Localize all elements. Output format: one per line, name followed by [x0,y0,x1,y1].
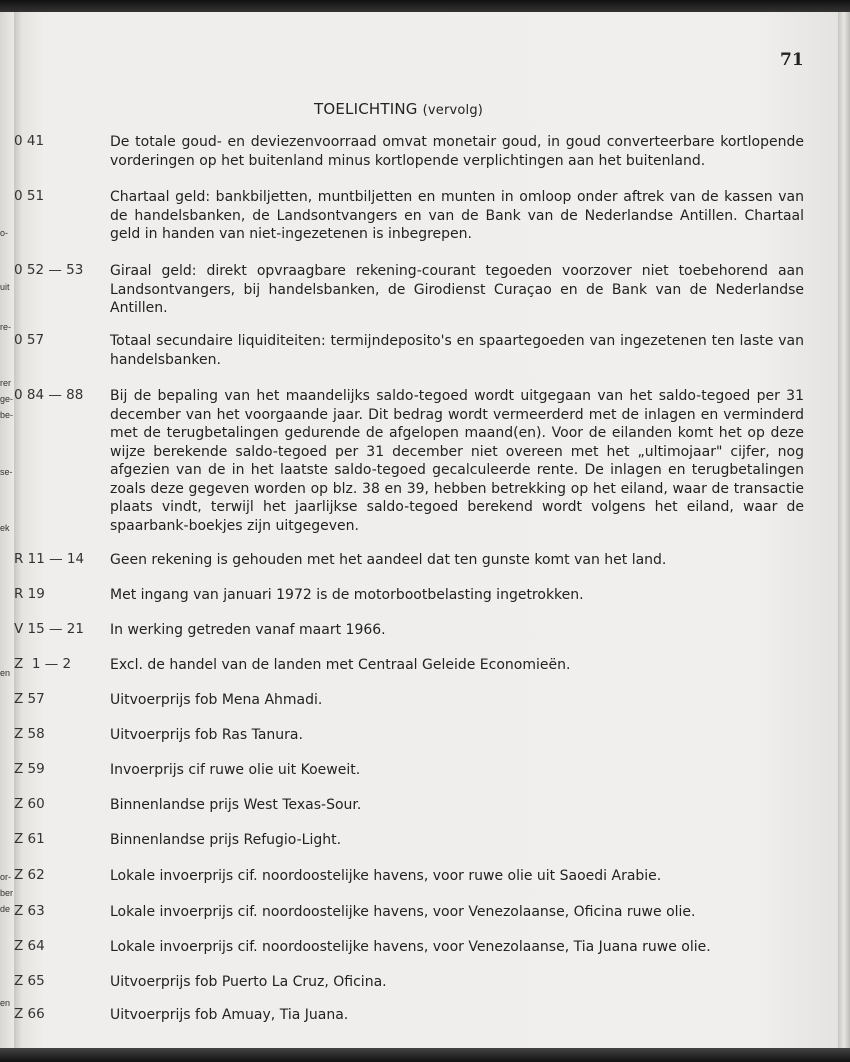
margin-fragment: se- [0,467,13,477]
entry-code: Z 57 [14,691,45,707]
entry-code: 0 52 — 53 [14,262,84,278]
entry-text: Uitvoerprijs fob Amuay, Tia Juana. [110,1007,349,1023]
entry-code: Z 65 [14,973,45,989]
margin-fragment: de [0,904,11,914]
margin-fragment: be- [0,410,14,420]
margin-fragment: ge- [0,394,14,404]
entry-text: Uitvoerprijs fob Mena Ahmadi. [110,692,323,708]
margin-fragment: ber [0,888,14,898]
entry-code: Z 59 [14,761,45,777]
entry-text: Met ingang van januari 1972 is de motorbootbelasting ingetrokken. [110,587,584,603]
entry-text: Giraal geld: direkt opvraagbare rekening-courant tegoeden voorzover niet toebehorend aan Landsontvangers, bij handelsbanken, de Girodienst Curaçao en de Bank van de Nederlandse Antillen. [110,263,804,316]
page-number: 71 [780,50,804,70]
entry-code: Z 61 [14,831,45,847]
entry-text: Lokale invoerprijs cif. noordoostelijke havens, voor Venezolaanse, Tia Juana ruwe olie. [110,939,711,955]
entry-code: 0 84 — 88 [14,387,84,403]
entry-text: Binnenlandse prijs Refugio-Light. [110,832,342,848]
entry-text: Uitvoerprijs fob Puerto La Cruz, Oficina. [110,974,387,990]
entry-text: Excl. de handel van de landen met Centraal Geleide Economieën. [110,657,571,673]
margin-fragment: uit [0,282,10,292]
page-edge [838,12,850,1048]
entry-code: Z 58 [14,726,45,742]
entry-text: Totaal secundaire liquiditeiten: termijndeposito's en spaartegoeden van ingezetenen ten laste van handelsbanken. [110,333,804,368]
margin-fragment: or- [0,872,11,882]
entry-code: Z 64 [14,938,45,954]
entry-code: R 19 [14,586,45,602]
margin-fragment: en [0,998,11,1008]
entry-code: 0 41 [14,133,45,149]
entry-text: Lokale invoerprijs cif. noordoostelijke havens, voor Venezolaanse, Oficina ruwe olie. [110,904,696,920]
entry-text: Chartaal geld: bankbiljetten, muntbiljetten en munten in omloop onder aftrek van de kassen van de handelsbanken, de Landsontvangers en van de Bank van de Nederlandse Antillen. Chartaal geld in handen van niet-ingezetenen is inbegrepen. [110,189,804,242]
entry-text: Binnenlandse prijs West Texas-Sour. [110,797,362,813]
entry-code: R 11 — 14 [14,551,85,567]
scan-bottom-edge [0,1048,850,1062]
entry-code: Z 1 — 2 [14,656,72,672]
scan-top-edge [0,0,850,12]
entry-code: Z 60 [14,796,45,812]
entry-code: 0 51 [14,188,45,204]
entry-code: Z 63 [14,903,45,919]
margin-fragment: re- [0,322,11,332]
entry-text: Invoerprijs cif ruwe olie uit Koeweit. [110,762,361,778]
margin-fragment: rer [0,378,11,388]
entry-code: Z 62 [14,867,45,883]
title-main: TOELICHTING [314,100,418,118]
margin-fragment: o- [0,228,9,238]
previous-page-margin [0,12,14,1048]
entry-code: 0 57 [14,332,45,348]
entry-text: Geen rekening is gehouden met het aandeel dat ten gunste komt van het land. [110,552,667,568]
margin-fragment: en [0,668,11,678]
margin-fragment: ek [0,523,10,533]
entry-code: Z 66 [14,1006,45,1022]
entry-text: In werking getreden vanaf maart 1966. [110,622,386,638]
entry-text: Lokale invoerprijs cif. noordoostelijke havens, voor ruwe olie uit Saoedi Arabie. [110,868,662,884]
entry-text: De totale goud- en deviezenvoorraad omvat monetair goud, in goud converteerbare kortlopende vorderingen op het buitenland minus kortlopende verplichtingen aan het buitenland. [110,134,804,169]
entry-text: Bij de bepaling van het maandelijks saldo-tegoed wordt uitgegaan van het saldo-tegoed per 31 december van het voorgaande jaar. Dit bedrag wordt vermeerderd met de inlagen en verminderd met de terugbetalingen gedurende de afgelopen maand(en). Voor de eilanden komt het op deze wijze berekende saldo-tegoed per 31 december niet overeen met het „ultimojaar" cijfer, nog afgezien van de in het laatste saldo-tegoed gecalculeerde rente. De inlagen en terugbetalingen zoals deze gegeven worden op blz. 38 en 39, hebben betrekking op het eiland, waar de transactie plaats vindt, terwijl het jaarlijkse saldo-tegoed berekend wordt volgens het eiland, waar de spaarbank-boekjes zijn uitgegeven. [110,388,804,534]
entry-code: V 15 — 21 [14,621,84,637]
page-title [314,100,483,118]
entry-text: Uitvoerprijs fob Ras Tanura. [110,727,303,743]
document-page [14,12,838,1048]
title-suffix: (vervolg) [422,103,484,118]
